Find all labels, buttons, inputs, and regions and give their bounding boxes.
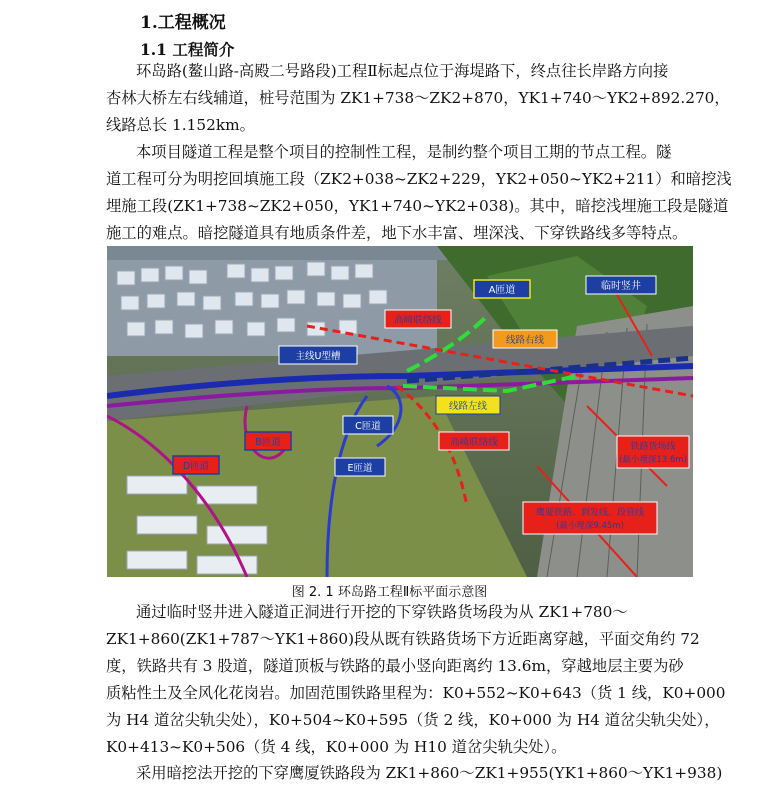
text-line: 线路总长 1.152km。 [106,116,255,134]
paragraph-yingxia [106,760,723,787]
text-line: 通过临时竖井进入隧道正洞进行开挖的下穿铁路货场段为从 ZK1+780～ [136,603,628,621]
text-line: 质粘性土及全风化花岗岩。加固范围铁路里程为：K0+552~K0+643（货 1 线，K0+000 [106,684,726,702]
label-e-ramp: E匝道 [347,463,373,474]
paragraph-intro [106,58,730,139]
label-yingxia-depth: (最小埋深9.45m) [556,521,624,531]
subsection-heading: 1.1 工程简介 [140,40,235,59]
label-yingxia-line: 鹰厦铁路、到发线、段管线 [535,508,645,518]
label-gaoqi-line-1: 高崎联络线 [394,315,442,326]
label-freight-depth: (最小埋深13.6m) [619,455,687,465]
text-line: K0+413~K0+506（货 4 线，K0+000 为 H10 道岔尖轨尖处）。 [106,738,567,756]
label-main-u-trough: 主线U型槽 [295,351,341,362]
label-right-line: 线路右线 [505,335,545,346]
section-heading: 1.工程概况 [140,13,226,33]
site-plan-figure [107,246,693,577]
paragraph-tunnel [106,139,732,247]
text-line: 埋施工段(ZK1+738~ZK2+050，YK1+740~YK2+038)。其中，暗挖浅埋施工段是隧道 [106,197,729,215]
label-b-ramp: B匝道 [255,437,281,448]
text-line: 采用暗挖法开挖的下穿鹰厦铁路段为 ZK1+860～ZK1+955(YK1+860～YK1+938) [136,764,723,782]
text-line: 度，铁路共有 3 股道，隧道顶板与铁路的最小竖向距离约 13.6m，穿越地层主要为砂 [106,657,684,675]
label-temp-shaft: 临时竖井 [601,281,641,292]
text-line: 道工程可分为明挖回填施工段（ZK2+038~ZK2+229，YK2+050~YK2+211）和暗挖浅 [106,170,732,188]
text-line: 本项目隧道工程是整个项目的控制性工程，是制约整个项目工期的节点工程。隧 [136,143,672,161]
text-line: 为 H4 道岔尖轨尖处），K0+504~K0+595（货 2 线，K0+000 为 H4 道岔尖轨尖处）， [106,711,720,729]
text-line: 环岛路(鳌山路-高殿二号路段)工程Ⅱ标起点位于海堤路下，终点往长岸路方向接 [136,62,669,80]
label-left-line: 线路左线 [448,401,488,412]
label-freight-line: 铁路货场线 [630,442,676,452]
figure-caption: 图 2. 1 环岛路工程Ⅱ标平面示意图 [291,585,488,600]
site-plan-image [107,246,693,577]
label-gaoqi-line-2: 高崎联络线 [450,437,498,448]
text-line: 施工的难点。暗挖隧道具有地质条件差，地下水丰富、埋深浅、下穿铁路线多等特点。 [106,224,688,242]
text-line: 杏林大桥左右线辅道，桩号范围为 ZK1+738～ZK2+870，YK1+740～YK2+892.270， [106,89,730,107]
label-d-ramp: D匝道 [182,461,210,472]
text-line: ZK1+860(ZK1+787～YK1+860)段从既有铁路货场下方近距离穿越，平面交角约 72 [106,630,700,648]
label-c-ramp: C匝道 [355,421,381,432]
paragraph-freight [106,599,726,761]
label-a-ramp: A匝道 [488,285,516,296]
